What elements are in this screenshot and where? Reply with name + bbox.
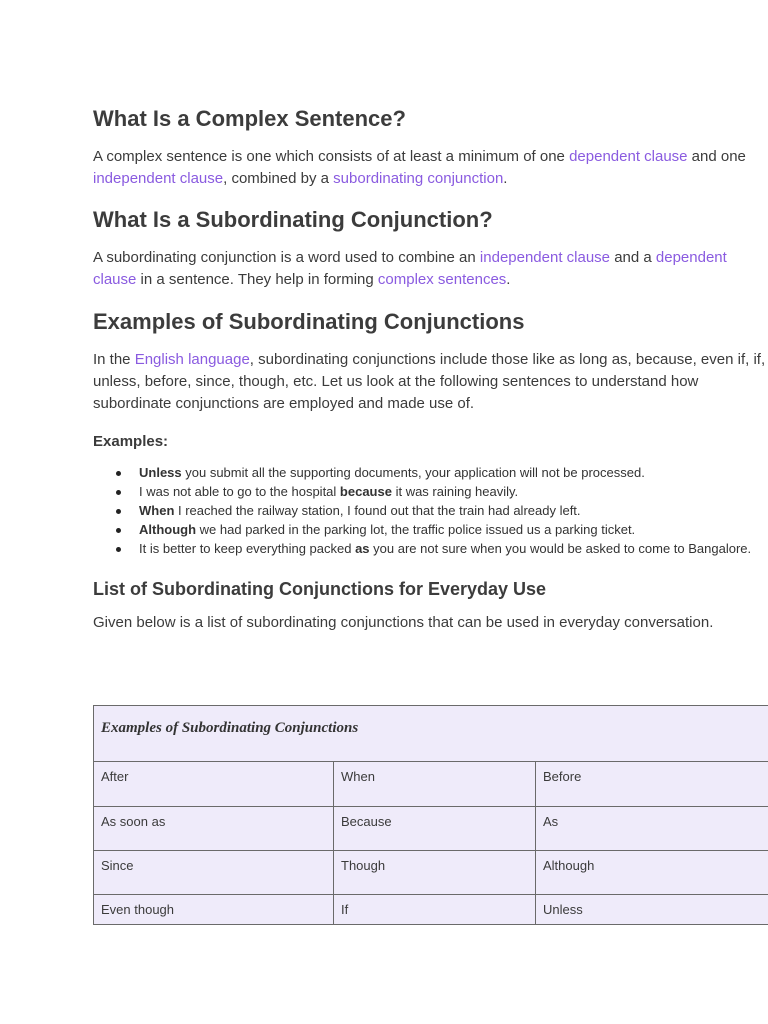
text: It is better to keep everything packed <box>139 541 356 556</box>
text: and a <box>610 249 656 266</box>
text: and one <box>687 148 746 165</box>
heading-complex-sentence: What Is a Complex Sentence? <box>93 106 406 131</box>
text: I was not able to go to the hospital <box>139 484 340 499</box>
conjunctions-table <box>93 705 768 925</box>
link-dependent-clause[interactable]: dependent clause <box>569 148 688 165</box>
text: , subordinating conjunctions include those like as long as, because, even if, if, unless, before, since, though, etc. Let us look at the following sentences to understand how subordinate conjunctions are employed and made use of. <box>93 351 766 412</box>
subordinating-conjunction-paragraph <box>93 247 768 291</box>
conjunction: Unless <box>139 465 182 480</box>
text: I reached the railway station, I found out that the train had already left. <box>174 503 581 518</box>
table-cell: When <box>334 762 536 807</box>
table-caption-row <box>94 706 768 762</box>
text: . <box>503 170 508 187</box>
conjunction: When <box>139 503 175 518</box>
list-item <box>93 504 768 518</box>
list-paragraph: Given below is a list of subordinating conjunctions that can be used in everyday conversation. <box>93 614 714 631</box>
table-cell: If <box>334 895 536 925</box>
article <box>93 104 768 634</box>
table-row <box>94 895 768 925</box>
complex-sentence-paragraph <box>93 146 768 190</box>
table-row <box>94 762 768 807</box>
table-row <box>94 851 768 895</box>
table-cell: As soon as <box>94 807 334 851</box>
link-english-language[interactable]: English language <box>134 351 250 368</box>
text: it was raining heavily. <box>391 484 519 499</box>
link-independent-clause[interactable]: independent clause <box>479 249 611 266</box>
table-cell: Though <box>334 851 536 895</box>
heading-subordinating-conjunction: What Is a Subordinating Conjunction? <box>93 207 493 232</box>
table-caption <box>94 706 768 762</box>
table-cell: Since <box>94 851 334 895</box>
table-cell: After <box>94 762 334 807</box>
list-item <box>93 485 768 499</box>
examples-list <box>93 466 768 556</box>
text: , combined by a <box>223 170 334 187</box>
heading-examples: Examples of Subordinating Conjunctions <box>93 309 525 334</box>
table-cell: Before <box>536 762 768 807</box>
text: . <box>506 271 511 288</box>
table-cell: Although <box>536 851 768 895</box>
examples-label: Examples: <box>93 433 169 450</box>
text: A subordinating conjunction is a word used to combine an <box>93 249 480 266</box>
conjunction: Although <box>139 522 197 537</box>
conjunction: because <box>339 484 392 499</box>
table-cell: Because <box>334 807 536 851</box>
link-dependent-clause[interactable]: dependent clause <box>93 249 727 288</box>
table-row <box>94 807 768 851</box>
heading-list: List of Subordinating Conjunctions for Everyday Use <box>93 579 547 599</box>
link-subordinating-conjunction[interactable]: subordinating conjunction <box>333 170 504 187</box>
text: you submit all the supporting documents, your application will not be processed. <box>181 465 645 480</box>
list-item <box>93 466 768 480</box>
table-caption-text: Examples of Subordinating Conjunctions <box>101 720 359 736</box>
text: you are not sure when you would be asked to come to Bangalore. <box>369 541 752 556</box>
text: A complex sentence is one which consists of at least a minimum of one <box>93 148 570 165</box>
table-cell: As <box>536 807 768 851</box>
table-cell: Unless <box>536 895 768 925</box>
link-complex-sentences[interactable]: complex sentences <box>377 271 507 288</box>
table-cell: Even though <box>94 895 334 925</box>
text: In the <box>93 351 135 368</box>
examples-paragraph <box>93 349 768 415</box>
list-item <box>93 523 768 537</box>
list-item <box>93 542 768 556</box>
link-independent-clause[interactable]: independent clause <box>93 170 224 187</box>
text: in a sentence. They help in forming <box>136 271 378 288</box>
text: we had parked in the parking lot, the traffic police issued us a parking ticket. <box>196 522 636 537</box>
conjunction: as <box>355 541 370 556</box>
